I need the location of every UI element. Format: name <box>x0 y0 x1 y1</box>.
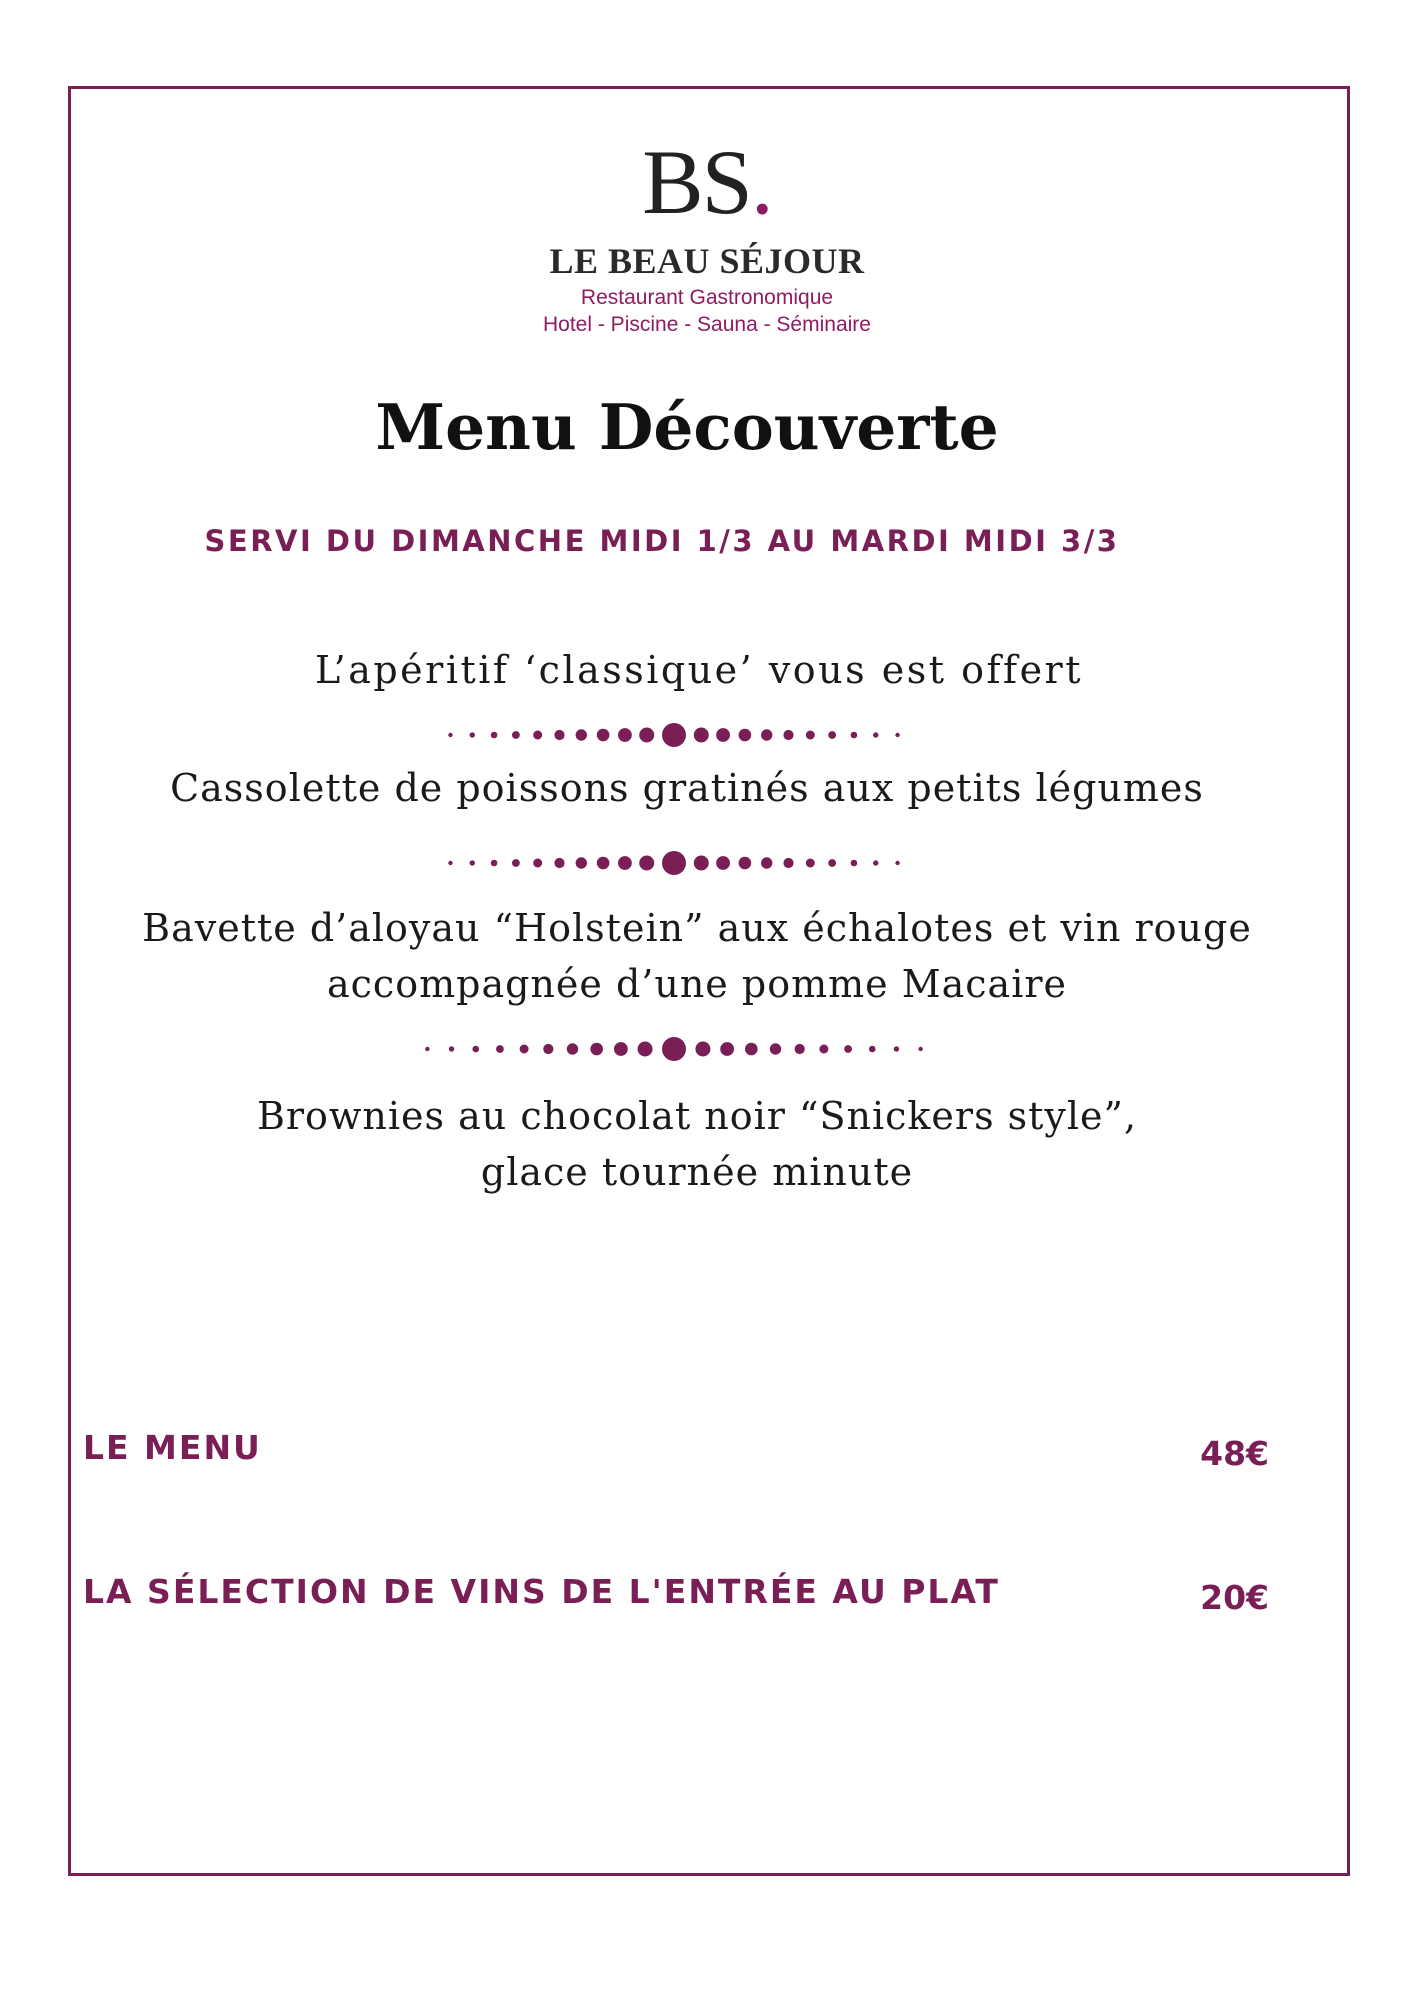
price-value: 20€ <box>1200 1578 1269 1617</box>
logo-mark <box>0 131 1414 233</box>
course-starter <box>0 760 1394 816</box>
brand-tagline-services: Hotel - Piscine - Sauna - Séminaire <box>543 313 871 336</box>
logo-letters: BS <box>642 131 751 233</box>
price-value: 48€ <box>1200 1434 1269 1473</box>
dotted-divider-icon <box>0 851 1381 875</box>
course-main <box>0 900 1404 1012</box>
menu-subtitle: SERVI DU DIMANCHE MIDI 1/3 AU MARDI MIDI 3/3 <box>204 524 1120 558</box>
course-line: accompagnée d’une pomme Macaire <box>326 962 1068 1006</box>
menu-title: Menu Découverte <box>375 390 999 464</box>
course-line: Brownies au chocolat noir “Snickers style”, <box>256 1094 1138 1138</box>
price-label: LA SÉLECTION DE VINS DE L'ENTRÉE AU PLAT <box>83 1572 1000 1611</box>
price-label: LE MENU <box>83 1428 262 1467</box>
logo-dot: . <box>750 131 772 233</box>
dotted-divider-icon <box>0 723 1381 747</box>
brand-name: LE BEAU SÉJOUR <box>549 241 865 281</box>
course-line: glace tournée minute <box>480 1150 914 1194</box>
course-aperitif <box>0 642 1406 698</box>
course-line: Cassolette de poissons gratinés aux petits légumes <box>170 766 1204 810</box>
course-line: Bavette d’aloyau “Holstein” aux échalotes et vin rouge <box>142 906 1252 950</box>
course-dessert <box>0 1088 1404 1200</box>
brand-tagline-restaurant: Restaurant Gastronomique <box>580 286 834 309</box>
course-line: L’apéritif ‘classique’ vous est offert <box>315 648 1083 692</box>
dotted-divider-icon <box>0 1037 1381 1061</box>
